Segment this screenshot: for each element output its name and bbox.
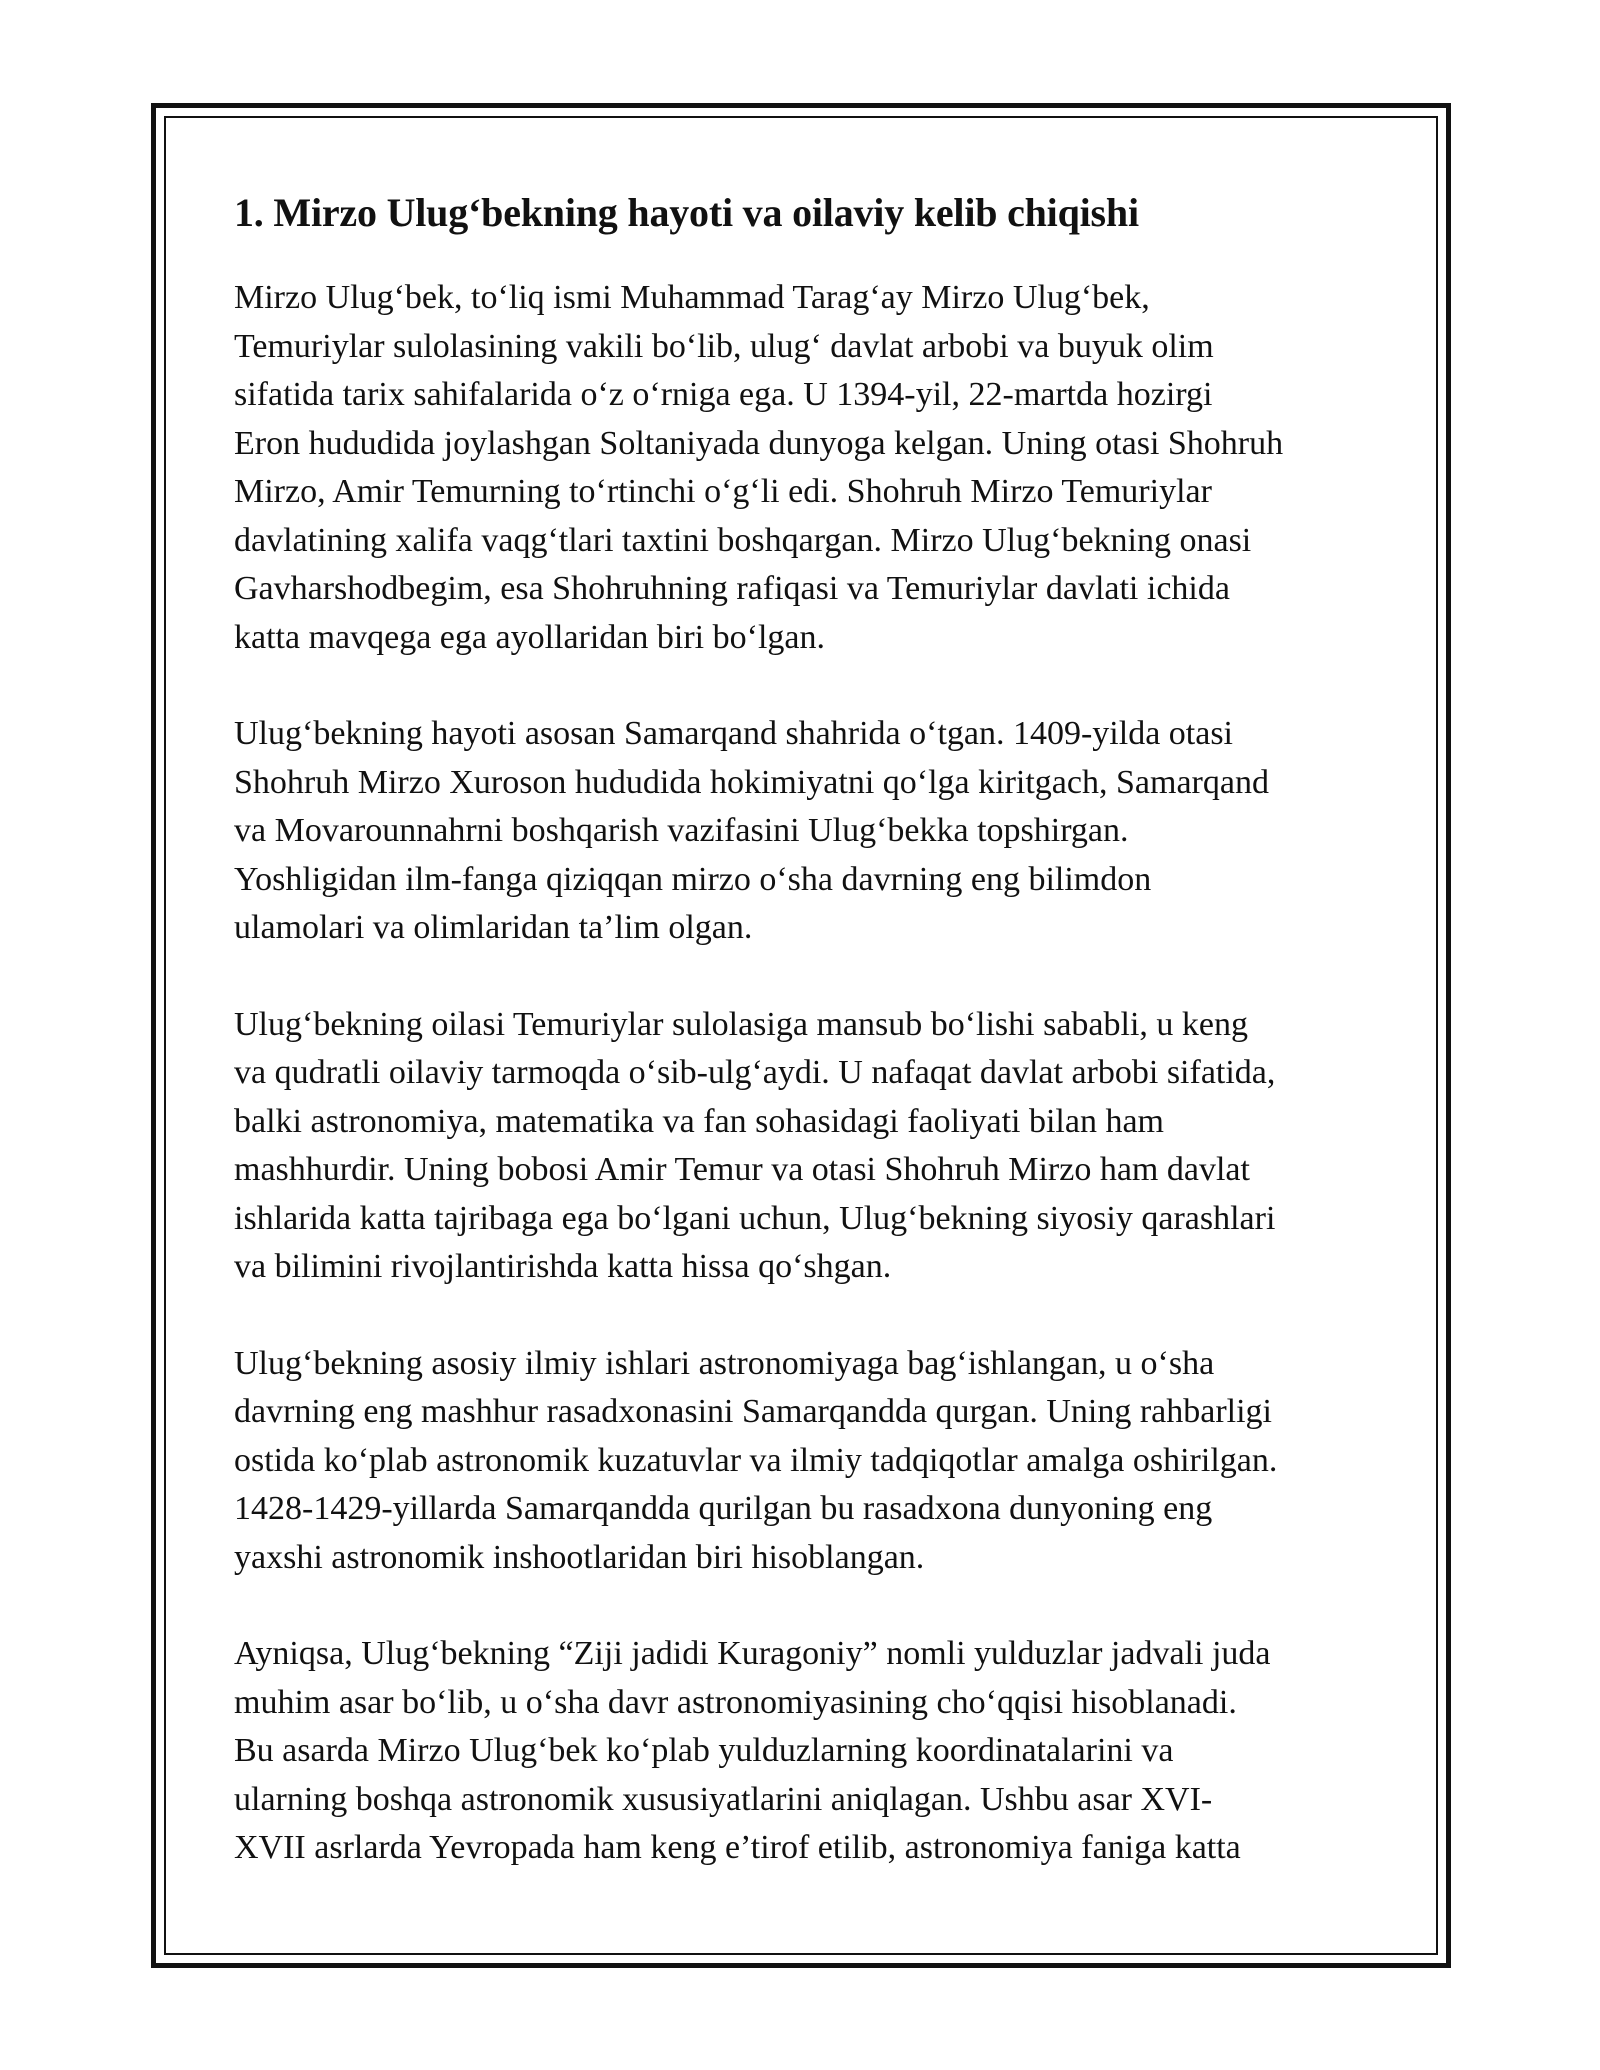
paragraph-5: Ayniqsa, Ulug‘bekning “Ziji jadidi Kuragoniy” nomli yulduzlar jadvali juda muhim asar bo‘lib, u o‘sha davr astronomiyasining cho‘qqisi hisoblanadi. Bu asarda Mirzo Ulug‘bek ko‘plab yulduzlarning koordinatalarini va ularning boshqa astronomik xususiyatlarini aniqlagan. Ushbu asar XVI- XVII asrlarda Yevropada ham keng e’tirof etilib, astronomiya faniga katta	[234, 1635, 1271, 1866]
paragraph-3: Ulug‘bekning oilasi Temuriylar sulolasiga mansub bo‘lishi sababli, u keng va qudratli oilaviy tarmoqda o‘sib-ulg‘aydi. U nafaqat davlat arbobi sifatida, balki astronomiya, matematika va fan sohasidagi faoliyati bilan ham mashhurdir. Uning bobosi Amir Temur va otasi Shohruh Mirzo ham davlat ishlarida katta tajribaga ega bo‘lgani uchun, Ulug‘bekning siyosiy qarashlari va bilimini rivojlantirishda katta hissa qo‘shgan.	[234, 1005, 1276, 1285]
section-heading: 1. Mirzo Ulug‘bekning hayoti va oilaviy kelib chiqishi	[234, 190, 1139, 235]
paragraph-2: Ulug‘bekning hayoti asosan Samarqand shahrida o‘tgan. 1409-yilda otasi Shohruh Mirzo Xuroson hududida hokimiyatni qo‘lga kiritgach, Samarqand va Movarounnahrni boshqarish vazifasini Ulug‘bekka topshirgan. Yoshligidan ilm-fanga qiziqqan mirzo o‘sha davrning eng bilimdon ulamolari va olimlaridan ta’lim olgan.	[234, 715, 1269, 946]
document-body	[234, 188, 1374, 1921]
paragraph-1: Mirzo Ulug‘bek, to‘liq ismi Muhammad Tarag‘ay Mirzo Ulug‘bek, Temuriylar sulolasining vakili bo‘lib, ulug‘ davlat arbobi va buyuk olim sifatida tarix sahifalarida o‘z o‘rniga ega. U 1394-yil, 22-martda hozirgi Eron hududida joylashgan Soltaniyada dunyoga kelgan. Uning otasi Shohruh Mirzo, Amir Temurning to‘rtinchi o‘g‘li edi. Shohruh Mirzo Temuriylar davlatining xalifa vaqg‘tlari taxtini boshqargan. Mirzo Ulug‘bekning onasi Gavharshodbegim, esa Shohruhning rafiqasi va Temuriylar davlati ichida katta mavqega ega ayollaridan biri bo‘lgan.	[234, 279, 1284, 656]
paragraph-4: Ulug‘bekning asosiy ilmiy ishlari astronomiyaga bag‘ishlangan, u o‘sha davrning eng mashhur rasadxonasini Samarqandda qurgan. Uning rahbarligi ostida ko‘plab astronomik kuzatuvlar va ilmiy tadqiqotlar amalga oshirilgan. 1428-1429-yillarda Samarqandda qurilgan bu rasadxona dunyoning eng yaxshi astronomik inshootlaridan biri hisoblangan.	[234, 1344, 1278, 1576]
